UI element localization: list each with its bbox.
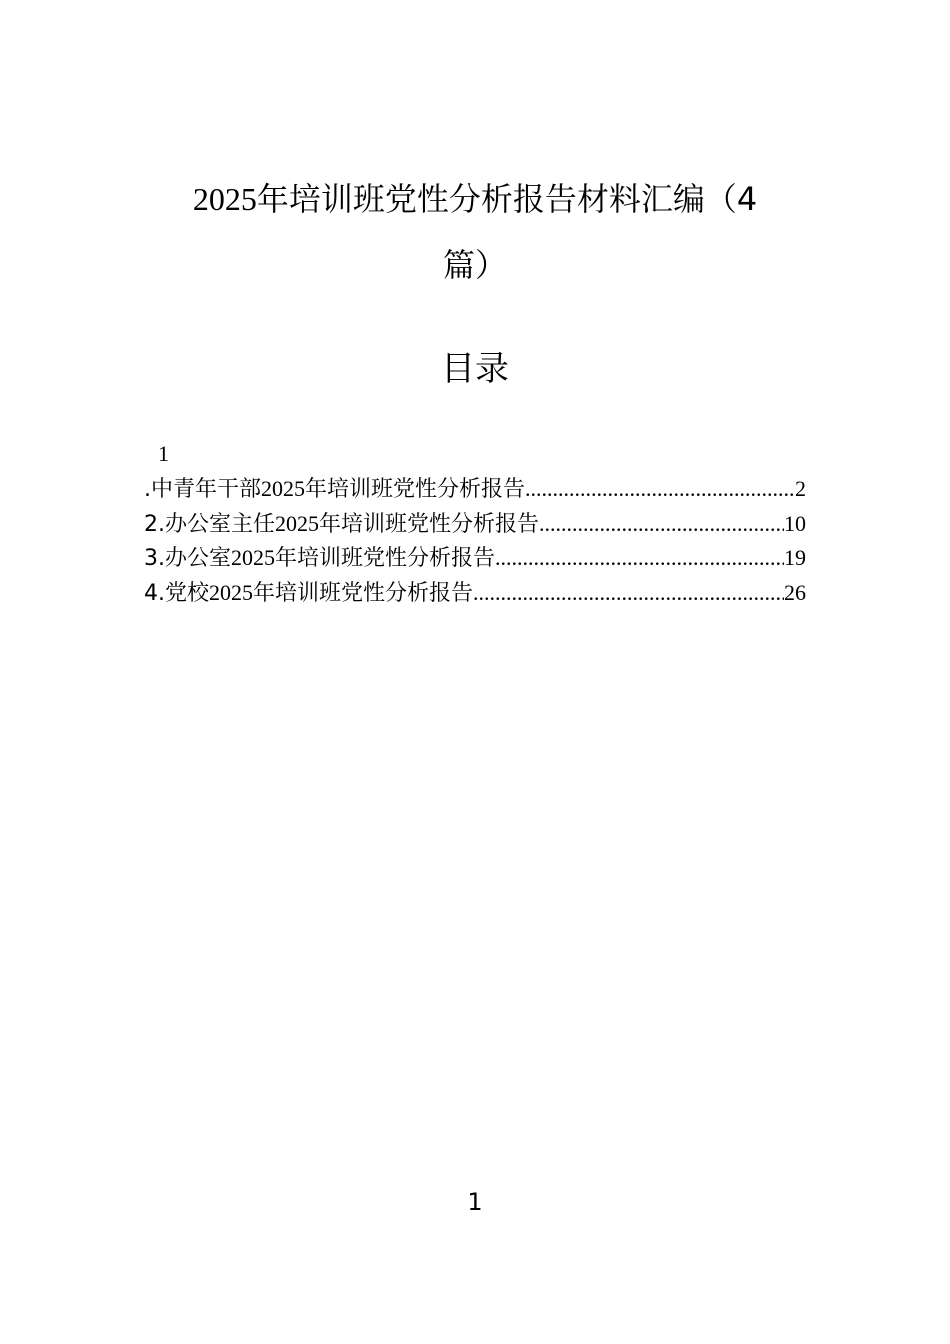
dot-leader: [473, 576, 784, 611]
toc-entry[interactable]: [144, 541, 806, 576]
toc-entry-year: 2025: [275, 510, 319, 536]
toc-lead-number: 1: [158, 441, 169, 466]
toc-entry-year: 2025: [261, 476, 305, 501]
page-number: 1: [467, 1188, 483, 1216]
title-year: 2025: [192, 181, 257, 217]
toc-entry-page: 2: [795, 476, 806, 501]
dot-leader: [525, 472, 795, 507]
title-text: 年培训班党性分析报告材料汇编（4: [256, 180, 758, 218]
toc-entry-label: [144, 472, 525, 508]
toc-entry-page: 19: [784, 545, 806, 570]
title-line-1: [140, 166, 810, 232]
toc-entry-label: [144, 541, 495, 577]
toc-entry-suffix: 年培训班党性分析报告: [319, 511, 540, 537]
toc-entry-suffix: 年培训班党性分析报告: [275, 546, 496, 571]
toc-entry-prefix: 2.办公室主任: [144, 511, 275, 537]
toc-entry-suffix: 年培训班党性分析报告: [253, 580, 474, 606]
toc-heading: 目录: [441, 349, 509, 389]
toc-entry-page: 10: [784, 510, 806, 536]
toc-entry[interactable]: [144, 507, 806, 542]
toc-entry-prefix: .中青年干部: [144, 477, 261, 502]
toc-entry-suffix: 年培训班党性分析报告: [305, 477, 526, 502]
toc-entry[interactable]: [144, 576, 806, 611]
document-title: [140, 166, 810, 298]
toc-entry-prefix: 4.党校: [144, 580, 209, 606]
toc-entry-label: [144, 507, 539, 543]
table-of-contents: [144, 436, 806, 610]
dot-leader: [539, 507, 784, 542]
toc-entry-year: 2025: [231, 545, 275, 570]
toc-entry[interactable]: [144, 472, 806, 507]
toc-entry-prefix: 3.办公室: [144, 546, 231, 571]
toc-entry-year: 2025: [209, 579, 253, 605]
dot-leader: [495, 541, 784, 576]
toc-entry-page: 26: [784, 579, 806, 605]
title-line-2: 篇）: [442, 246, 507, 284]
toc-entry-label: [144, 576, 473, 612]
